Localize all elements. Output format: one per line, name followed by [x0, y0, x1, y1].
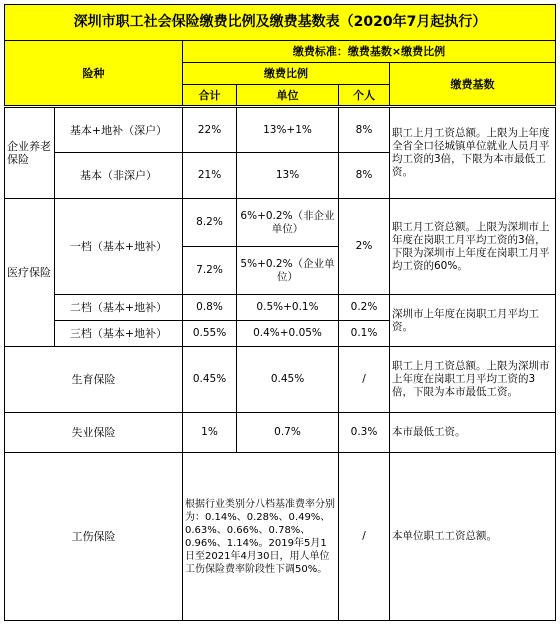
- medical-tier2-total: 0.8%: [183, 295, 237, 321]
- header-insurance-type: 险种: [5, 41, 183, 107]
- medical-tier3-employer: 0.4%+0.05%: [237, 321, 339, 347]
- medical-tier23-base: 深圳市上年度在岗职工月平均工资。: [390, 295, 556, 347]
- maternity-total: 0.45%: [183, 347, 237, 413]
- header-ratio: 缴费比例: [183, 63, 390, 85]
- medical-tier3-label: 三档（基本+地补）: [55, 321, 183, 347]
- medical-tier1-personal: 2%: [339, 199, 390, 295]
- pension-local-employer: 13%+1%: [237, 107, 339, 153]
- maternity-employer: 0.45%: [237, 347, 339, 413]
- maternity-label: 生育保险: [5, 347, 183, 413]
- pension-local-total: 22%: [183, 107, 237, 153]
- pension-nonlocal-total: 21%: [183, 153, 237, 199]
- maternity-base: 职工上月工资总额。上限为深圳市上年度在岗职工月平均工资的3倍，下限为本市最低工资。: [390, 347, 556, 413]
- social-insurance-table: [4, 4, 556, 621]
- header-total: 合计: [183, 85, 237, 107]
- pension-nonlocal-employer: 13%: [237, 153, 339, 199]
- medical-label: 医疗保险: [5, 199, 55, 347]
- medical-tier1-base: 职工月工资总额。上限为深圳市上年度在岗职工月平均工资的3倍，下限为深圳市上年度在岗职工月平均工资的60%。: [390, 199, 556, 295]
- table-title: 深圳市职工社会保险缴费比例及缴费基数表（2020年7月起执行）: [5, 5, 556, 41]
- pension-sub-local: 基本+地补（深户）: [55, 107, 183, 153]
- injury-rate: 根据行业类别分八档基准费率分别为：0.14%、0.28%、0.49%、0.63%、0.66%、0.78%、0.96%、1.14%。2019年5月1日至2021年4月30日，用人单位工伤保险费率阶段性下调50%。: [183, 453, 339, 621]
- medical-tier3-total: 0.55%: [183, 321, 237, 347]
- pension-base: 职工上月工资总额。上限为上年度全省全口径城镇单位就业人员月平均工资的3倍，下限为本市最低工资。: [390, 107, 556, 199]
- medical-tier2-personal: 0.2%: [339, 295, 390, 321]
- medical-tier1-label: 一档（基本+地补）: [55, 199, 183, 295]
- unemployment-label: 失业保险: [5, 413, 183, 453]
- unemployment-base: 本市最低工资。: [390, 413, 556, 453]
- medical-tier1-a-total: 8.2%: [183, 199, 237, 247]
- injury-base: 本单位职工工资总额。: [390, 453, 556, 621]
- pension-sub-nonlocal: 基本（非深户）: [55, 153, 183, 199]
- unemployment-personal: 0.3%: [339, 413, 390, 453]
- pension-label: 企业养老保险: [5, 107, 55, 199]
- medical-tier2-label: 二档（基本+地补）: [55, 295, 183, 321]
- injury-label: 工伤保险: [5, 453, 183, 621]
- pension-local-personal: 8%: [339, 107, 390, 153]
- medical-tier1-b-total: 7.2%: [183, 247, 237, 295]
- header-employer: 单位: [237, 85, 339, 107]
- maternity-personal: /: [339, 347, 390, 413]
- injury-personal: /: [339, 453, 390, 621]
- medical-tier1-b-employer: 5%+0.2%（企业单位）: [237, 247, 339, 295]
- header-personal: 个人: [339, 85, 390, 107]
- unemployment-employer: 0.7%: [237, 413, 339, 453]
- header-standard: 缴费标准：缴费基数×缴费比例: [183, 41, 556, 63]
- medical-tier1-a-employer: 6%+0.2%（非企业单位）: [237, 199, 339, 247]
- medical-tier2-employer: 0.5%+0.1%: [237, 295, 339, 321]
- unemployment-total: 1%: [183, 413, 237, 453]
- header-base: 缴费基数: [390, 63, 556, 107]
- pension-nonlocal-personal: 8%: [339, 153, 390, 199]
- medical-tier3-personal: 0.1%: [339, 321, 390, 347]
